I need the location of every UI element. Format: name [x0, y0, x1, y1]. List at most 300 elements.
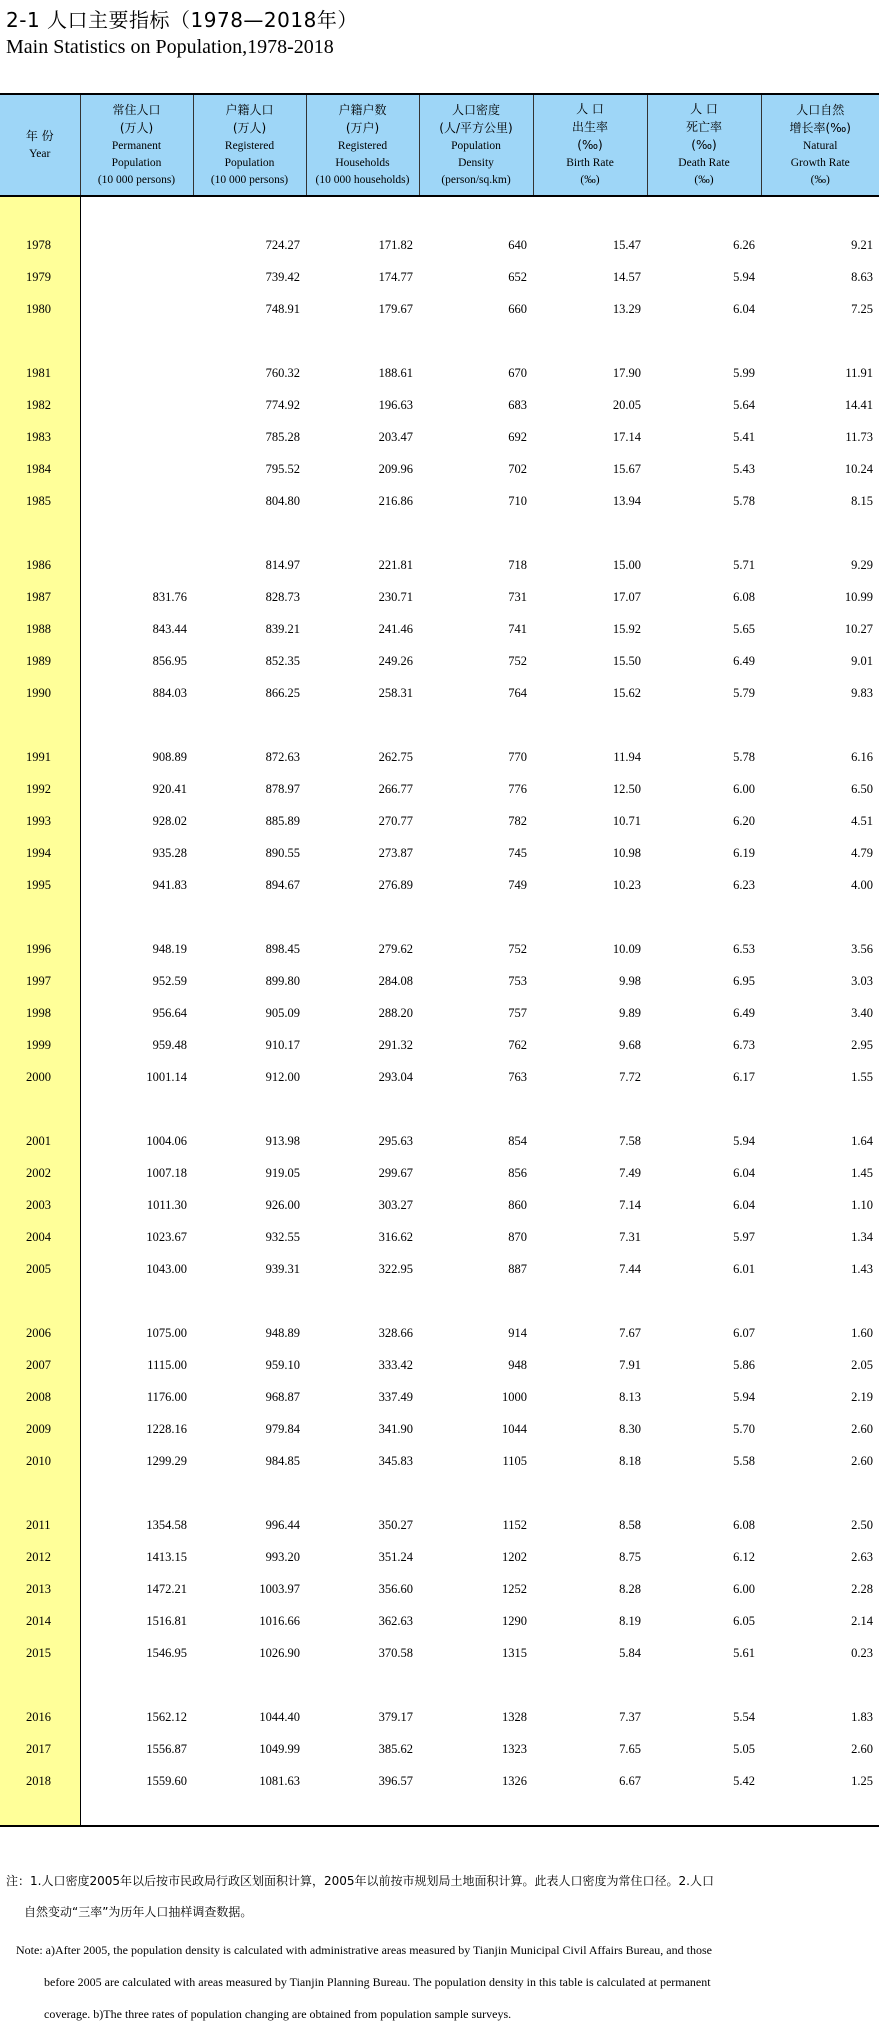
table-row [0, 1349, 879, 1381]
value-cell: 9.83 [851, 685, 873, 700]
value-cell: 652 [508, 269, 527, 284]
value-cell: 5.94 [733, 1389, 755, 1404]
year-cell: 1979 [0, 261, 80, 293]
spacer-row [0, 325, 879, 357]
table-row [0, 965, 879, 997]
value-cell: 739.42 [265, 269, 300, 284]
note-chinese-line-1: 注：1.人口密度2005年以后按市民政局行政区划面积计算，2005年以前按市规划局土地面积计算。此表人口密度为常住口径。2.人口 [6, 1874, 714, 1888]
page-title-english: Main Statistics on Population,1978-2018 [6, 36, 334, 58]
value-cell [80, 389, 193, 421]
table-row [0, 997, 879, 1029]
value-cell: 913.98 [265, 1133, 300, 1148]
value-cell: 905.09 [265, 1005, 300, 1020]
value-cell: 6.95 [733, 973, 755, 988]
note-chinese-line-2: 自然变动“三率”为历年人口抽样调查数据。 [24, 1905, 253, 1919]
value-cell: 284.08 [378, 973, 413, 988]
value-cell: 288.20 [378, 1005, 413, 1020]
value-cell: 5.65 [733, 621, 755, 636]
value-cell: 7.58 [619, 1133, 641, 1148]
value-cell: 948.89 [265, 1325, 300, 1340]
value-cell: 1026.90 [259, 1645, 300, 1660]
year-cell: 2013 [0, 1573, 80, 1605]
value-cell: 9.98 [619, 973, 641, 988]
value-cell: 843.44 [152, 621, 187, 636]
year-cell: 1978 [0, 229, 80, 261]
value-cell: 8.19 [619, 1613, 641, 1628]
table-row [0, 1029, 879, 1061]
value-cell: 7.37 [619, 1709, 641, 1724]
value-cell: 1044 [502, 1421, 527, 1436]
value-cell: 15.92 [612, 621, 641, 636]
value-cell: 932.55 [265, 1229, 300, 1244]
spacer-row [0, 1669, 879, 1701]
value-cell: 6.53 [733, 941, 755, 956]
value-cell: 6.04 [733, 1197, 755, 1212]
value-cell: 7.31 [619, 1229, 641, 1244]
value-cell: 2.60 [851, 1741, 873, 1756]
value-cell: 3.56 [851, 941, 873, 956]
value-cell: 939.31 [265, 1261, 300, 1276]
value-cell: 1023.67 [146, 1229, 187, 1244]
value-cell: 396.57 [378, 1773, 413, 1788]
value-cell: 926.00 [265, 1197, 300, 1212]
year-cell: 2011 [0, 1509, 80, 1541]
table-row [0, 805, 879, 837]
table-row [0, 773, 879, 805]
value-cell: 2.28 [851, 1581, 873, 1596]
value-cell [80, 229, 193, 261]
spacer-row [0, 1477, 879, 1509]
table-row [0, 645, 879, 677]
value-cell: 1000 [502, 1389, 527, 1404]
value-cell: 3.03 [851, 973, 873, 988]
value-cell: 770 [508, 749, 527, 764]
value-cell: 10.23 [612, 877, 641, 892]
value-cell: 1011.30 [146, 1197, 187, 1212]
value-cell: 5.54 [733, 1709, 755, 1724]
header-natural-growth-rate: 人口自然 增长率(‰) Natural Growth Rate (‰) [761, 94, 879, 196]
value-cell: 1105 [502, 1453, 527, 1468]
year-cell: 1984 [0, 453, 80, 485]
table-row [0, 837, 879, 869]
table-row [0, 1733, 879, 1765]
value-cell: 5.64 [733, 397, 755, 412]
value-cell: 894.67 [265, 877, 300, 892]
year-cell: 2008 [0, 1381, 80, 1413]
year-cell: 2002 [0, 1157, 80, 1189]
value-cell: 1290 [502, 1613, 527, 1628]
value-cell: 5.94 [733, 1133, 755, 1148]
value-cell: 870 [508, 1229, 527, 1244]
value-cell [80, 453, 193, 485]
value-cell: 276.89 [378, 877, 413, 892]
value-cell: 295.63 [378, 1133, 413, 1148]
value-cell: 1323 [502, 1741, 527, 1756]
table-row [0, 1125, 879, 1157]
value-cell: 839.21 [265, 621, 300, 636]
value-cell: 890.55 [265, 845, 300, 860]
value-cell: 291.32 [378, 1037, 413, 1052]
table-row [0, 1061, 879, 1093]
table-notes [6, 1866, 866, 2030]
value-cell: 762 [508, 1037, 527, 1052]
value-cell: 748.91 [265, 301, 300, 316]
value-cell: 13.29 [612, 301, 641, 316]
value-cell: 3.40 [851, 1005, 873, 1020]
value-cell: 752 [508, 941, 527, 956]
value-cell: 2.63 [851, 1549, 873, 1564]
value-cell: 333.42 [378, 1357, 413, 1372]
value-cell: 341.90 [378, 1421, 413, 1436]
value-cell: 10.71 [612, 813, 641, 828]
table-row [0, 421, 879, 453]
note-english-line-3: coverage. b)The three rates of population changing are obtained from population sample surveys. [44, 2007, 512, 2021]
value-cell: 6.08 [733, 1517, 755, 1532]
value-cell: 15.47 [612, 237, 641, 252]
value-cell: 683 [508, 397, 527, 412]
year-cell: 1985 [0, 485, 80, 517]
year-cell: 1986 [0, 549, 80, 581]
value-cell: 5.79 [733, 685, 755, 700]
table-row [0, 1765, 879, 1797]
note-english [6, 1934, 866, 2030]
value-cell: 1.45 [851, 1165, 873, 1180]
value-cell: 10.09 [612, 941, 641, 956]
value-cell: 752 [508, 653, 527, 668]
value-cell: 776 [508, 781, 527, 796]
value-cell: 831.76 [152, 589, 187, 604]
year-cell: 2003 [0, 1189, 80, 1221]
value-cell: 9.21 [851, 237, 873, 252]
value-cell: 6.08 [733, 589, 755, 604]
value-cell: 9.68 [619, 1037, 641, 1052]
value-cell: 952.59 [152, 973, 187, 988]
value-cell: 6.00 [733, 1581, 755, 1596]
value-cell: 1049.99 [259, 1741, 300, 1756]
table-row [0, 293, 879, 325]
value-cell: 5.78 [733, 749, 755, 764]
value-cell: 5.41 [733, 429, 755, 444]
value-cell: 1.64 [851, 1133, 873, 1148]
value-cell: 15.67 [612, 461, 641, 476]
year-cell: 1988 [0, 613, 80, 645]
table-row [0, 677, 879, 709]
value-cell: 196.63 [378, 397, 413, 412]
value-cell: 171.82 [378, 237, 413, 252]
value-cell: 1081.63 [259, 1773, 300, 1788]
spacer-row [0, 196, 879, 229]
table-row [0, 1637, 879, 1669]
value-cell [80, 421, 193, 453]
value-cell: 1004.06 [146, 1133, 187, 1148]
value-cell: 337.49 [378, 1389, 413, 1404]
table-row [0, 1253, 879, 1285]
value-cell: 749 [508, 877, 527, 892]
year-cell: 2015 [0, 1637, 80, 1669]
value-cell: 872.63 [265, 749, 300, 764]
year-cell: 1995 [0, 869, 80, 901]
page-title-chinese: 2-1 人口主要指标（1978—2018年） [6, 8, 358, 32]
value-cell: 279.62 [378, 941, 413, 956]
value-cell: 795.52 [265, 461, 300, 476]
value-cell: 249.26 [378, 653, 413, 668]
header-year: 年 份 Year [0, 94, 80, 196]
year-cell: 2016 [0, 1701, 80, 1733]
value-cell: 7.25 [851, 301, 873, 316]
year-cell: 2007 [0, 1349, 80, 1381]
year-cell: 2000 [0, 1061, 80, 1093]
value-cell: 6.04 [733, 1165, 755, 1180]
value-cell: 984.85 [265, 1453, 300, 1468]
value-cell: 1328 [502, 1709, 527, 1724]
year-cell: 2012 [0, 1541, 80, 1573]
table-row [0, 261, 879, 293]
value-cell: 9.01 [851, 653, 873, 668]
year-cell: 2001 [0, 1125, 80, 1157]
value-cell: 948 [508, 1357, 527, 1372]
value-cell: 5.78 [733, 493, 755, 508]
value-cell: 860 [508, 1197, 527, 1212]
value-cell: 2.14 [851, 1613, 873, 1628]
value-cell: 1176.00 [146, 1389, 187, 1404]
value-cell: 258.31 [378, 685, 413, 700]
spacer-row [0, 1285, 879, 1317]
year-cell: 1990 [0, 677, 80, 709]
value-cell: 856.95 [152, 653, 187, 668]
year-cell: 2017 [0, 1733, 80, 1765]
value-cell: 15.62 [612, 685, 641, 700]
year-cell: 1998 [0, 997, 80, 1029]
value-cell: 14.57 [612, 269, 641, 284]
value-cell: 9.89 [619, 1005, 641, 1020]
spacer-row [0, 1093, 879, 1125]
value-cell: 814.97 [265, 557, 300, 572]
value-cell: 17.90 [612, 365, 641, 380]
value-cell: 6.49 [733, 1005, 755, 1020]
value-cell: 731 [508, 589, 527, 604]
year-cell: 2018 [0, 1765, 80, 1797]
value-cell: 7.14 [619, 1197, 641, 1212]
value-cell: 1299.29 [146, 1453, 187, 1468]
note-english-line-2: before 2005 are calculated with areas measured by Tianjin Planning Bureau. The population density in this table is calculated at permanent [44, 1975, 711, 1989]
value-cell: 5.94 [733, 269, 755, 284]
table-row [0, 1221, 879, 1253]
value-cell: 885.89 [265, 813, 300, 828]
population-statistics-table [0, 93, 879, 1827]
value-cell: 11.91 [845, 365, 873, 380]
value-cell: 1228.16 [146, 1421, 187, 1436]
value-cell: 8.13 [619, 1389, 641, 1404]
value-cell [80, 485, 193, 517]
value-cell: 385.62 [378, 1741, 413, 1756]
year-cell: 1996 [0, 933, 80, 965]
value-cell: 887 [508, 1261, 527, 1276]
year-cell: 1982 [0, 389, 80, 421]
table-row [0, 1573, 879, 1605]
value-cell: 919.05 [265, 1165, 300, 1180]
value-cell: 5.58 [733, 1453, 755, 1468]
value-cell: 774.92 [265, 397, 300, 412]
value-cell: 303.27 [378, 1197, 413, 1212]
value-cell: 7.49 [619, 1165, 641, 1180]
value-cell: 8.75 [619, 1549, 641, 1564]
value-cell: 8.28 [619, 1581, 641, 1596]
year-cell: 1980 [0, 293, 80, 325]
header-death-rate: 人 口 死亡率 (‰) Death Rate (‰) [647, 94, 761, 196]
value-cell: 262.75 [378, 749, 413, 764]
value-cell: 908.89 [152, 749, 187, 764]
year-cell: 1987 [0, 581, 80, 613]
spacer-row [0, 1797, 879, 1826]
value-cell: 4.79 [851, 845, 873, 860]
value-cell: 350.27 [378, 1517, 413, 1532]
value-cell: 15.00 [612, 557, 641, 572]
value-cell: 692 [508, 429, 527, 444]
value-cell: 10.99 [844, 589, 873, 604]
value-cell: 1413.15 [146, 1549, 187, 1564]
value-cell: 328.66 [378, 1325, 413, 1340]
value-cell: 241.46 [378, 621, 413, 636]
header-registered-population: 户籍人口 (万人) Registered Population (10 000 persons) [193, 94, 306, 196]
value-cell: 878.97 [265, 781, 300, 796]
value-cell: 1001.14 [146, 1069, 187, 1084]
value-cell: 4.00 [851, 877, 873, 892]
value-cell: 1354.58 [146, 1517, 187, 1532]
value-cell [80, 293, 193, 325]
value-cell: 670 [508, 365, 527, 380]
value-cell: 1202 [502, 1549, 527, 1564]
value-cell: 8.18 [619, 1453, 641, 1468]
table-row [0, 1381, 879, 1413]
value-cell: 6.05 [733, 1613, 755, 1628]
year-cell: 1989 [0, 645, 80, 677]
value-cell: 1.25 [851, 1773, 873, 1788]
value-cell: 782 [508, 813, 527, 828]
value-cell: 270.77 [378, 813, 413, 828]
value-cell: 2.60 [851, 1453, 873, 1468]
value-cell: 6.73 [733, 1037, 755, 1052]
note-english-line-1: Note: a)After 2005, the population density is calculated with administrative areas measured by Tianjin Municipal Civil Affairs Bureau, and those [16, 1943, 712, 1957]
value-cell: 935.28 [152, 845, 187, 860]
value-cell: 10.98 [612, 845, 641, 860]
value-cell: 8.15 [851, 493, 873, 508]
value-cell: 660 [508, 301, 527, 316]
value-cell: 718 [508, 557, 527, 572]
value-cell: 1003.97 [259, 1581, 300, 1596]
table-row [0, 549, 879, 581]
table-row [0, 1541, 879, 1573]
value-cell: 710 [508, 493, 527, 508]
value-cell: 1472.21 [146, 1581, 187, 1596]
value-cell: 852.35 [265, 653, 300, 668]
header-population-density: 人口密度 (人/平方公里) Population Density (person/sq.km) [419, 94, 533, 196]
value-cell: 866.25 [265, 685, 300, 700]
value-cell: 8.58 [619, 1517, 641, 1532]
value-cell: 362.63 [378, 1613, 413, 1628]
value-cell: 6.49 [733, 653, 755, 668]
table-row [0, 613, 879, 645]
value-cell: 5.70 [733, 1421, 755, 1436]
value-cell: 959.48 [152, 1037, 187, 1052]
value-cell: 1516.81 [146, 1613, 187, 1628]
value-cell: 216.86 [378, 493, 413, 508]
value-cell: 8.63 [851, 269, 873, 284]
spacer-row [0, 901, 879, 933]
value-cell: 702 [508, 461, 527, 476]
year-cell: 1983 [0, 421, 80, 453]
value-cell: 828.73 [265, 589, 300, 604]
value-cell: 1326 [502, 1773, 527, 1788]
value-cell: 856 [508, 1165, 527, 1180]
value-cell: 7.44 [619, 1261, 641, 1276]
value-cell: 17.14 [612, 429, 641, 444]
value-cell: 5.97 [733, 1229, 755, 1244]
value-cell: 273.87 [378, 845, 413, 860]
value-cell: 356.60 [378, 1581, 413, 1596]
value-cell: 899.80 [265, 973, 300, 988]
value-cell: 763 [508, 1069, 527, 1084]
year-cell: 1993 [0, 805, 80, 837]
value-cell: 1252 [502, 1581, 527, 1596]
value-cell: 0.23 [851, 1645, 873, 1660]
year-cell: 1992 [0, 773, 80, 805]
year-cell: 2009 [0, 1413, 80, 1445]
value-cell: 209.96 [378, 461, 413, 476]
value-cell: 1044.40 [259, 1709, 300, 1724]
value-cell: 968.87 [265, 1389, 300, 1404]
value-cell: 2.50 [851, 1517, 873, 1532]
value-cell: 884.03 [152, 685, 187, 700]
value-cell: 1152 [502, 1517, 527, 1532]
value-cell: 370.58 [378, 1645, 413, 1660]
table-row [0, 389, 879, 421]
year-cell: 1994 [0, 837, 80, 869]
value-cell: 745 [508, 845, 527, 860]
value-cell: 6.00 [733, 781, 755, 796]
value-cell: 5.86 [733, 1357, 755, 1372]
value-cell: 741 [508, 621, 527, 636]
value-cell: 1016.66 [259, 1613, 300, 1628]
value-cell: 2.95 [851, 1037, 873, 1052]
value-cell [80, 261, 193, 293]
value-cell: 753 [508, 973, 527, 988]
value-cell: 266.77 [378, 781, 413, 796]
value-cell: 640 [508, 237, 527, 252]
table-row [0, 869, 879, 901]
year-cell: 1997 [0, 965, 80, 997]
value-cell: 379.17 [378, 1709, 413, 1724]
spacer-row [0, 517, 879, 549]
value-cell: 11.94 [613, 749, 641, 764]
value-cell: 316.62 [378, 1229, 413, 1244]
value-cell: 920.41 [152, 781, 187, 796]
value-cell: 804.80 [265, 493, 300, 508]
value-cell: 6.07 [733, 1325, 755, 1340]
year-cell: 1991 [0, 741, 80, 773]
value-cell: 5.84 [619, 1645, 641, 1660]
table-row [0, 357, 879, 389]
value-cell: 7.91 [619, 1357, 641, 1372]
table-row [0, 453, 879, 485]
value-cell: 948.19 [152, 941, 187, 956]
value-cell: 1559.60 [146, 1773, 187, 1788]
value-cell: 959.10 [265, 1357, 300, 1372]
value-cell: 9.29 [851, 557, 873, 572]
value-cell: 5.61 [733, 1645, 755, 1660]
value-cell: 174.77 [378, 269, 413, 284]
value-cell: 10.24 [844, 461, 873, 476]
header-registered-households: 户籍户数 (万户) Registered Households (10 000 households) [306, 94, 419, 196]
